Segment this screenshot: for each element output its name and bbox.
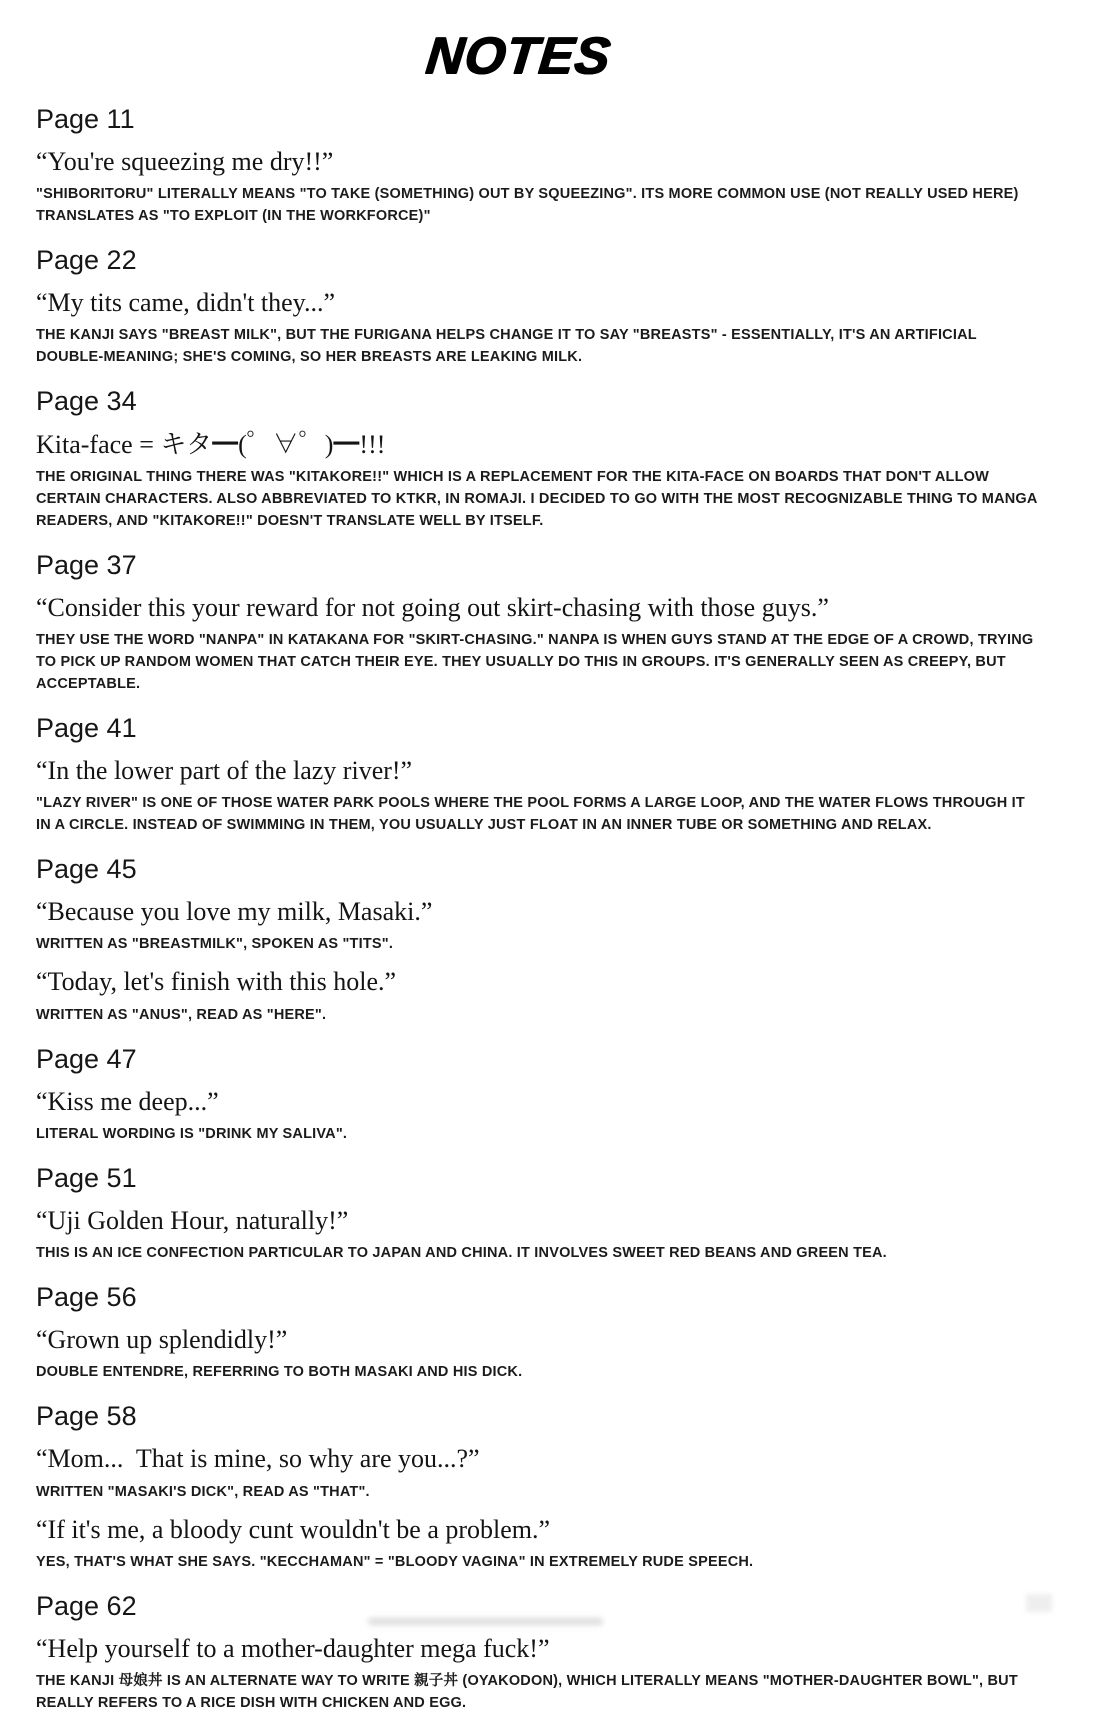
notes-page [0, 26, 1100, 1714]
quote-text: “Because you love my milk, Masaki.” [36, 897, 433, 927]
page-section-37 [36, 550, 1040, 695]
page-section-47 [36, 1044, 1040, 1145]
note-entry [36, 966, 1040, 1025]
page-section-11 [36, 104, 1040, 227]
translator-note: WRITTEN AS "ANUS", READ AS "HERE". [36, 1006, 327, 1023]
note-entry [36, 1514, 1040, 1573]
page-heading: Page 34 [36, 386, 137, 417]
note-entry [36, 755, 1040, 836]
quote-text: “Grown up splendidly!” [36, 1325, 288, 1355]
translator-note: THE KANJI SAYS "BREAST MILK", BUT THE FURIGANA HELPS CHANGE IT TO SAY "BREASTS" - ESSENTIALLY, IT'S AN ARTIFICIAL DOUBLE-MEANING; SHE'S COMING, SO HER BREASTS ARE LEAKING MILK. [36, 327, 977, 366]
page-section-62 [36, 1591, 1040, 1714]
translator-note: YES, THAT'S WHAT SHE SAYS. "KECCHAMAN" = "BLOODY VAGINA" IN EXTREMELY RUDE SPEECH. [36, 1553, 754, 1570]
page-heading: Page 11 [36, 104, 135, 134]
quote-text: “Today, let's finish with this hole.” [36, 967, 397, 997]
page-section-34 [36, 386, 1040, 531]
quote-text: “You're squeezing me dry!!” [36, 147, 334, 177]
note-entry [36, 1205, 1040, 1264]
note-entry [36, 592, 1040, 695]
note-entry [36, 1324, 1040, 1383]
translator-note: DOUBLE ENTENDRE, REFERRING TO BOTH MASAKI AND HIS DICK. [36, 1364, 523, 1381]
page-section-51 [36, 1163, 1040, 1264]
translator-note: LITERAL WORDING IS "DRINK MY SALIVA". [36, 1125, 348, 1142]
note-entry [36, 287, 1040, 368]
translator-note: "LAZY RIVER" IS ONE OF THOSE WATER PARK POOLS WHERE THE POOL FORMS A LARGE LOOP, AND THE WATER FLOWS THROUGH IT IN A CIRCLE. INSTEAD OF SWIMMING IN THEM, YOU USUALLY JUST FLOAT IN AN INNER TUBE OR SOMETHING AND RELAX. [36, 795, 1025, 834]
translator-note: WRITTEN "MASAKI'S DICK", READ AS "THAT". [36, 1483, 370, 1500]
note-entry [36, 1086, 1040, 1145]
quote-text: “Consider this your reward for not going out skirt-chasing with those guys.” [36, 592, 829, 622]
note-entry [36, 1633, 1040, 1714]
translator-note: THE KANJI 母娘丼 IS AN ALTERNATE WAY TO WRITE 親子丼 (OYAKODON), WHICH LITERALLY MEANS "MOTHER-DAUGHTER BOWL", BUT REALLY REFERS TO A RICE DISH WITH CHICKEN AND EGG. [36, 1672, 1018, 1711]
page-section-22 [36, 245, 1040, 368]
translator-note: THE ORIGINAL THING THERE WAS "KITAKORE!!" WHICH IS A REPLACEMENT FOR THE KITA-FACE ON BOARDS THAT DON'T ALLOW CERTAIN CHARACTERS. ALSO ABBREVIATED TO KTKR, IN ROMAJI. I DECIDED TO GO WITH THE MOST RECOGNIZABLE THING TO MANGA READERS, AND "KITAKORE!!" DOESN'T TRANSLATE WELL BY ITSELF. [36, 468, 1038, 529]
quote-text: Kita-face = キタ━(゜∀゜)━!!! [36, 429, 386, 459]
page-title: NOTES [422, 27, 614, 85]
scan-artifact-smudge [368, 1618, 603, 1625]
quote-text: “Mom... That is mine, so why are you...?” [36, 1444, 480, 1474]
quote-text: “My tits came, didn't they...” [36, 288, 336, 318]
page-heading: Page 56 [36, 1282, 137, 1313]
page-section-41 [36, 713, 1040, 836]
note-entry [36, 429, 1040, 532]
translator-note: THEY USE THE WORD "NANPA" IN KATAKANA FOR "SKIRT-CHASING." NANPA IS WHEN GUYS STAND AT THE EDGE OF A CROWD, TRYING TO PICK UP RANDOM WOMEN THAT CATCH THEIR EYE. THEY USUALLY DO THIS IN GROUPS. IT'S GENERALLY SEEN AS CREEPY, BUT ACCEPTABLE. [36, 631, 1034, 692]
translator-note: "SHIBORITORU" LITERALLY MEANS "TO TAKE (SOMETHING) OUT BY SQUEEZING". ITS MORE COMMON USE (NOT REALLY USED HERE) TRANSLATES AS "TO EXPLOIT (IN THE WORKFORCE)" [36, 186, 1019, 225]
quote-text: “If it's me, a bloody cunt wouldn't be a problem.” [36, 1514, 551, 1544]
note-entry [36, 146, 1040, 227]
page-heading: Page 47 [36, 1043, 137, 1074]
page-heading: Page 51 [36, 1162, 137, 1193]
quote-text: “Uji Golden Hour, naturally!” [36, 1205, 349, 1235]
page-section-45 [36, 854, 1040, 1025]
note-entry [36, 1443, 1040, 1502]
translator-note: WRITTEN AS "BREASTMILK", SPOKEN AS "TITS". [36, 936, 394, 953]
page-section-56 [36, 1282, 1040, 1383]
page-heading: Page 37 [36, 549, 137, 580]
page-heading: Page 58 [36, 1401, 137, 1432]
scan-artifact-dot [1026, 1594, 1052, 1612]
page-heading: Page 62 [36, 1590, 137, 1621]
page-heading: Page 41 [36, 712, 137, 743]
quote-text: “Kiss me deep...” [36, 1086, 219, 1116]
page-heading: Page 22 [36, 245, 137, 276]
quote-text: “Help yourself to a mother-daughter mega fuck!” [36, 1633, 550, 1663]
quote-text: “In the lower part of the lazy river!” [36, 755, 413, 785]
page-section-58 [36, 1401, 1040, 1572]
note-entry [36, 896, 1040, 955]
translator-note: THIS IS AN ICE CONFECTION PARTICULAR TO JAPAN AND CHINA. IT INVOLVES SWEET RED BEANS AND GREEN TEA. [36, 1245, 887, 1262]
page-heading: Page 45 [36, 854, 137, 885]
